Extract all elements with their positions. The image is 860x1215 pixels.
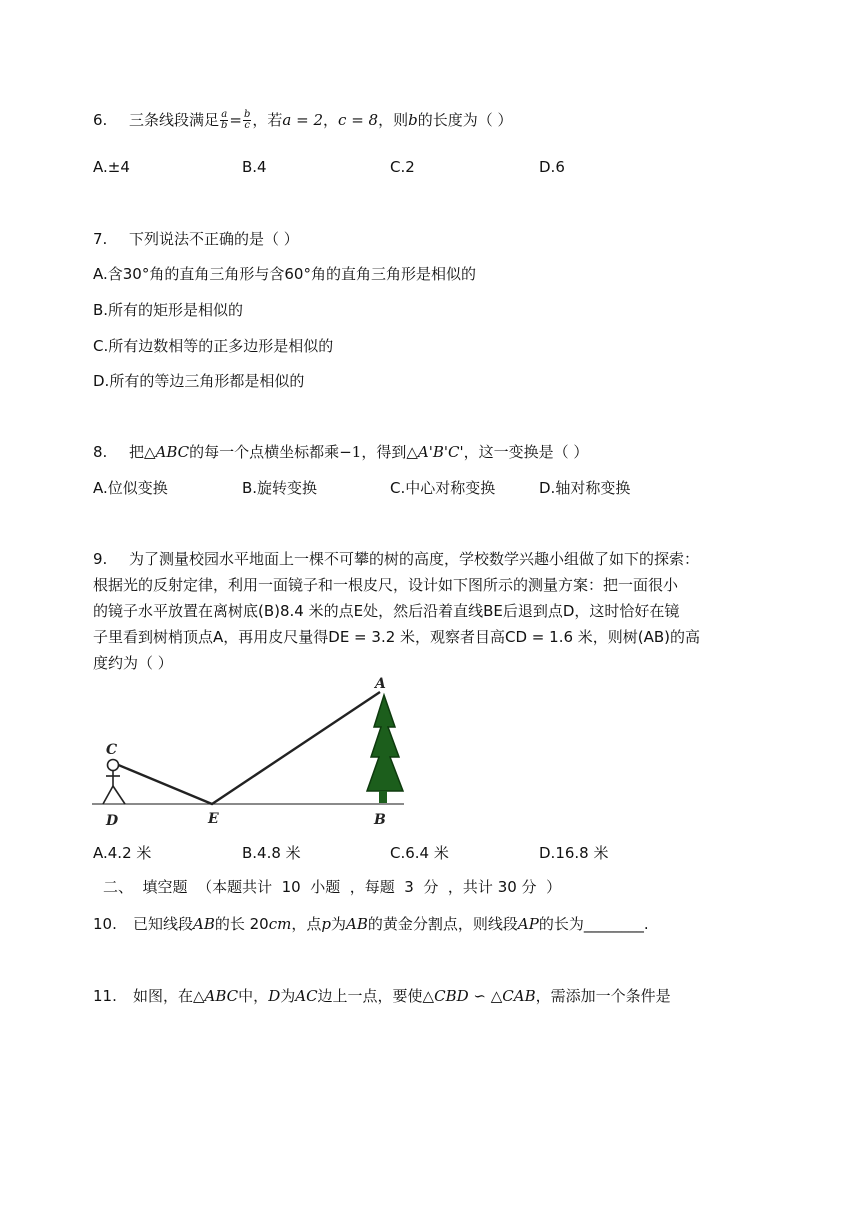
question-10-stem: 10. 已知线段AB的长 20cm，点p为AB的黄金分割点，则线段AP的长为________.: [93, 915, 649, 933]
label-c: C: [106, 742, 118, 758]
question-number: 8.: [93, 443, 108, 461]
q6-option-c: C.2: [390, 158, 415, 176]
light-path: [116, 692, 380, 804]
question-number: 6.: [93, 111, 108, 129]
q8-option-d: D.轴对称变换: [539, 479, 631, 497]
question-11-stem: 11. 如图，在△ABC中，D为AC边上一点，要使△CBD ∽ △CAB，需添加一个条件是: [93, 987, 671, 1005]
label-d: D: [106, 813, 119, 829]
question-7-stem: 7. 下列说法不正确的是（ ）: [93, 230, 299, 248]
q8-option-c: C.中心对称变换: [390, 479, 496, 497]
section-2-heading: 二、 填空题 （本题共计 10 小题 ，每题 3 分 ，共计 30 分 ）: [103, 878, 562, 896]
fraction-a-over-b: $\frac{a}{b}$: [221, 109, 228, 131]
q9-option-b: B.4.8 米: [242, 844, 301, 862]
mirror-measurement-figure: [92, 675, 412, 830]
q6-option-d: D.6: [539, 158, 565, 176]
q7-option-c: C.所有边数相等的正多边形是相似的: [93, 337, 334, 355]
q7-option-d: D.所有的等边三角形都是相似的: [93, 372, 305, 390]
question-number: 9.: [93, 550, 108, 568]
q9-option-a: A.4.2 米: [93, 844, 152, 862]
q7-option-b: B.所有的矩形是相似的: [93, 301, 244, 319]
q9-option-d: D.16.8 米: [539, 844, 609, 862]
q8-option-b: B.旋转变换: [242, 479, 318, 497]
question-9-stem: 9. 为了测量校园水平地面上一棵不可攀的树的高度，学校数学兴趣小组做了如下的探索： 根据光的反射定律，利用一面镜子和一根皮尺，设计如下图所示的测量方案：把一面很小 的镜子水平放置在离树底(B)8.4 米的点E处，然后沿着直线BE后退到点D，这时恰好在镜 子里看到树梢顶点A，再用皮尺量得DE = 3.2 米，观察者目高CD = 1.6 米，则树(AB)的高 度约为（ ）: [93, 546, 769, 676]
question-number: 11.: [93, 987, 117, 1005]
question-8-stem: 8. 把△ABC的每一个点横坐标都乘−1，得到△A'B'C'，这一变换是（ ）: [93, 443, 589, 461]
label-b: B: [374, 812, 386, 828]
q8-option-a: A.位似变换: [93, 479, 168, 497]
label-e: E: [208, 811, 219, 827]
q6-option-a: A.±4: [93, 158, 130, 176]
q7-option-a: A.含30°角的直角三角形与含60°角的直角三角形是相似的: [93, 265, 476, 283]
question-number: 10.: [93, 915, 117, 933]
question-6-stem: 6. 三条线段满足 $\frac{a}{b}$ = $\frac{b}{c}$ ，若a = 2，c = 8，则b的长度为（ ）: [93, 109, 513, 131]
q6-option-b: B.4: [242, 158, 267, 176]
tree-figure: [367, 695, 403, 803]
label-a: A: [375, 676, 386, 692]
q9-option-c: C.6.4 米: [390, 844, 449, 862]
fraction-b-over-c: $\frac{b}{c}$: [244, 109, 251, 131]
question-number: 7.: [93, 230, 108, 248]
